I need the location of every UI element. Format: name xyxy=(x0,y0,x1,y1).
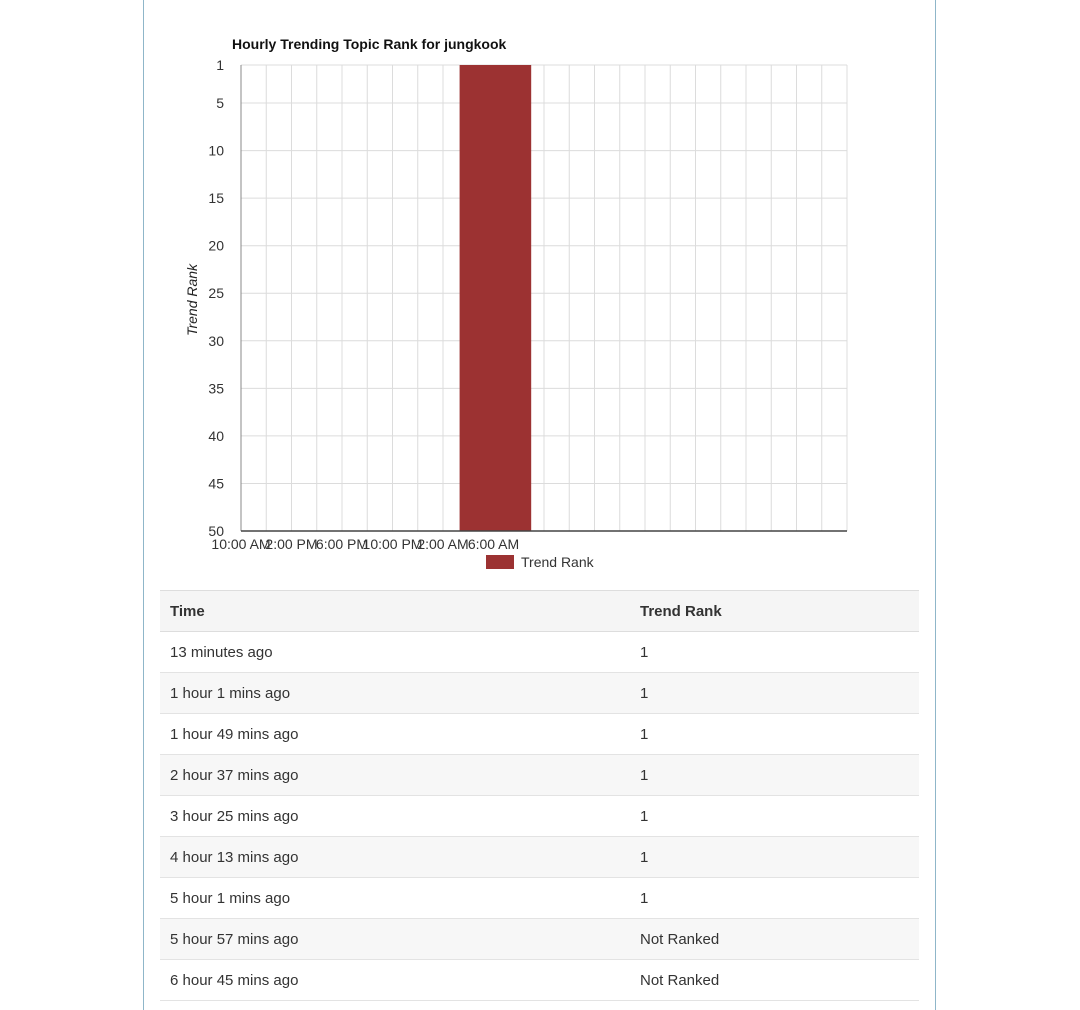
y-tick-label: 45 xyxy=(208,475,224,492)
trend-rank-bar xyxy=(490,65,501,531)
y-tick-label: 10 xyxy=(208,142,224,159)
time-cell: 5 hour 57 mins ago xyxy=(160,919,630,960)
trend-rank-bar xyxy=(460,65,471,531)
y-tick-label: 5 xyxy=(216,95,224,112)
table-row xyxy=(160,919,919,960)
legend-label: Trend Rank xyxy=(521,554,594,570)
table-row xyxy=(160,960,919,1001)
rank-cell: Not Ranked xyxy=(630,960,919,1001)
time-column-header[interactable]: Time xyxy=(160,591,630,632)
trend-rank-bar xyxy=(500,65,511,531)
chart-title: Hourly Trending Topic Rank for jungkook xyxy=(232,36,507,52)
rank-cell: 1 xyxy=(630,796,919,837)
y-tick-label: 30 xyxy=(208,332,224,349)
rank-cell: 1 xyxy=(630,673,919,714)
y-tick-label: 35 xyxy=(208,380,224,397)
table-row xyxy=(160,837,919,878)
time-cell: 4 hour 13 mins ago xyxy=(160,837,630,878)
time-cell: 13 minutes ago xyxy=(160,632,630,673)
trend-rank-bar xyxy=(480,65,491,531)
rank-cell: 1 xyxy=(630,878,919,919)
y-tick-label: 20 xyxy=(208,237,224,254)
table-row xyxy=(160,796,919,837)
time-cell: 5 hour 1 mins ago xyxy=(160,878,630,919)
rank-cell: 1 xyxy=(630,755,919,796)
y-tick-label: 40 xyxy=(208,427,224,444)
chart-bars xyxy=(460,65,532,531)
legend-swatch xyxy=(486,555,514,569)
trend-rank-table xyxy=(160,590,919,1001)
x-tick-label: 6:00 AM xyxy=(467,536,520,552)
rank-cell: 1 xyxy=(630,632,919,673)
x-tick-label: 10:00 PM xyxy=(362,536,423,552)
table-row xyxy=(160,878,919,919)
table-header-row xyxy=(160,591,919,632)
x-tick-label: 2:00 AM xyxy=(417,536,469,552)
y-tick-label: 50 xyxy=(208,523,224,539)
trend-rank-column-header[interactable]: Trend Rank xyxy=(630,591,919,632)
x-tick-label: 2:00 PM xyxy=(265,536,318,552)
y-tick-label: 15 xyxy=(208,190,224,207)
y-tick-label: 1 xyxy=(216,57,224,73)
time-cell: 1 hour 49 mins ago xyxy=(160,714,630,755)
rank-cell: 1 xyxy=(630,837,919,878)
time-cell: 6 hour 45 mins ago xyxy=(160,960,630,1001)
time-cell: 2 hour 37 mins ago xyxy=(160,755,630,796)
chart-grid xyxy=(241,65,847,531)
trend-rank-bar xyxy=(520,65,531,531)
time-cell: 1 hour 1 mins ago xyxy=(160,673,630,714)
y-tick-label: 25 xyxy=(208,285,224,302)
table-row xyxy=(160,755,919,796)
table-row xyxy=(160,673,919,714)
y-axis-title: Trend Rank xyxy=(184,263,200,337)
chart-legend xyxy=(486,554,595,570)
trend-rank-bar xyxy=(510,65,521,531)
table-row xyxy=(160,714,919,755)
rank-cell: 1 xyxy=(630,714,919,755)
rank-cell: Not Ranked xyxy=(630,919,919,960)
x-tick-label: 10:00 AM xyxy=(211,536,271,552)
table-row xyxy=(160,632,919,673)
trend-rank-bar xyxy=(470,65,481,531)
x-tick-label: 6:00 PM xyxy=(315,536,369,552)
time-cell: 3 hour 25 mins ago xyxy=(160,796,630,837)
